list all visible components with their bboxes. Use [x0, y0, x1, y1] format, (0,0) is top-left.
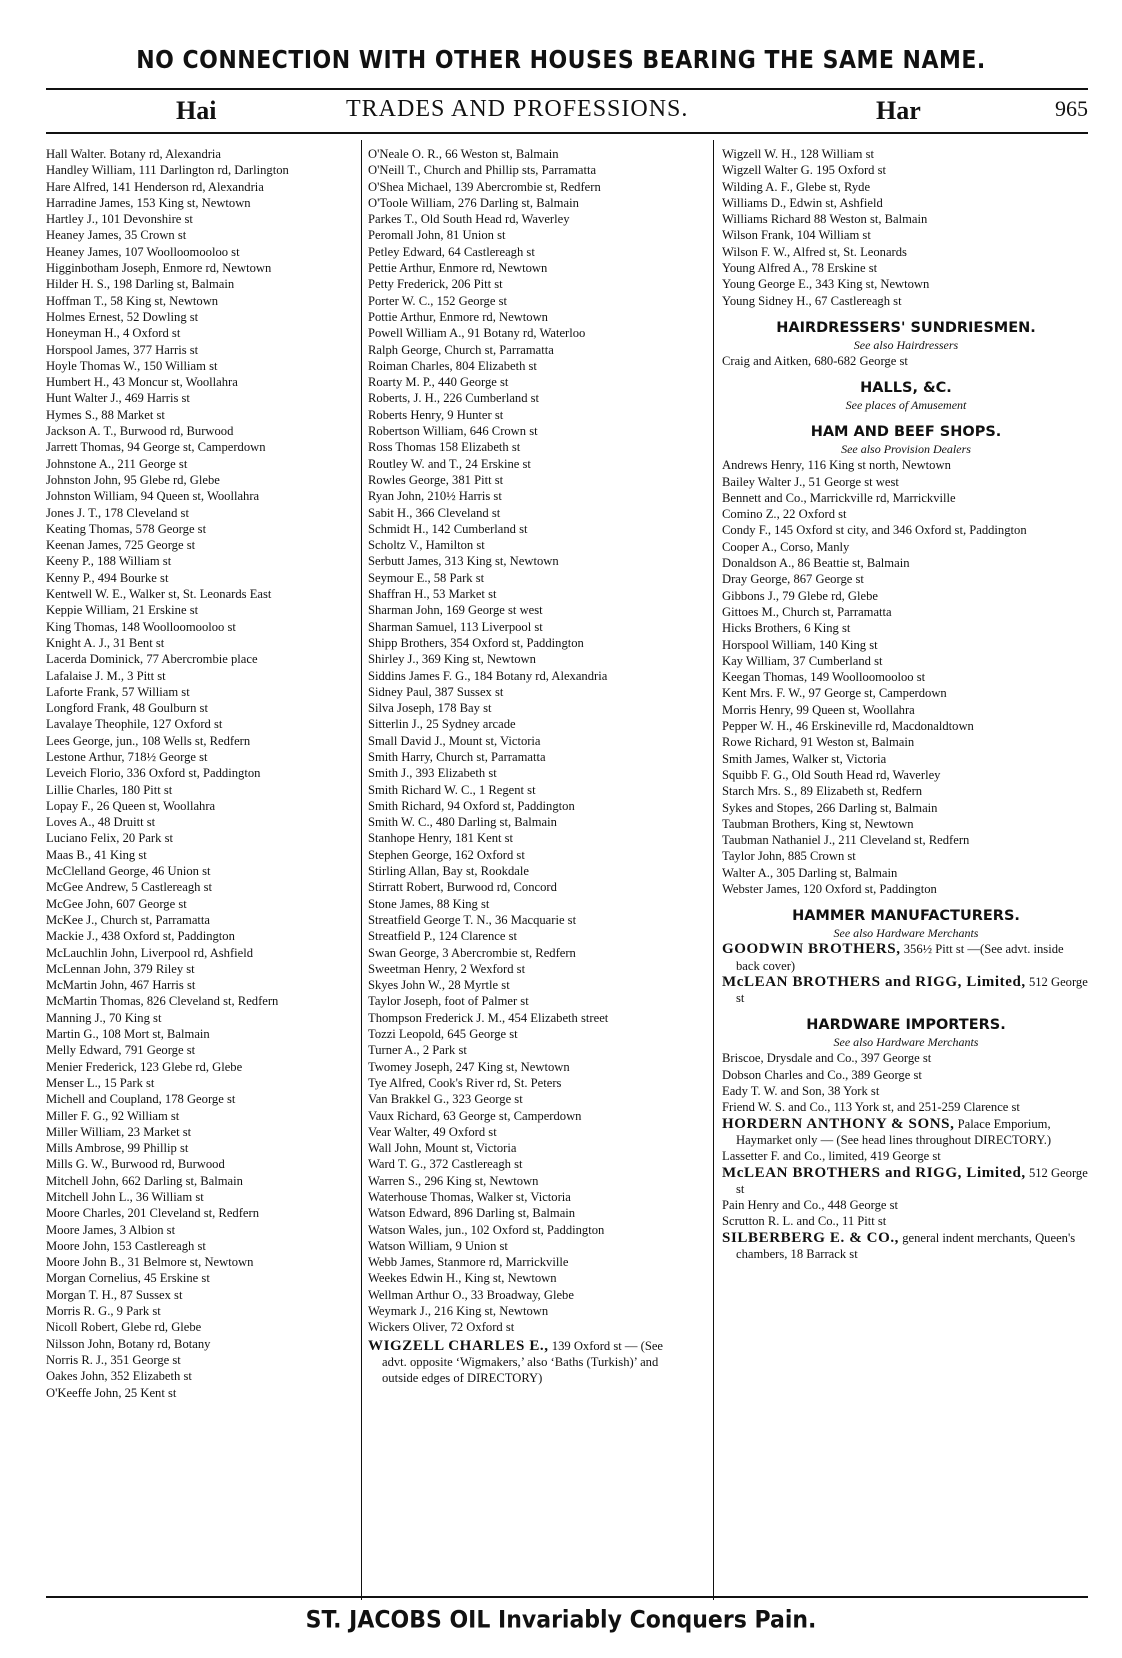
directory-entry: Gibbons J., 79 Glebe rd, Glebe	[722, 588, 878, 603]
directory-entry: Dray George, 867 George st	[722, 572, 864, 587]
directory-entry: McKee J., Church st, Parramatta	[46, 912, 211, 927]
directory-entry: Skyes John W., 28 Myrtle st	[368, 978, 510, 993]
directory-entry: Tye Alfred, Cook's River rd, St. Peters	[368, 1075, 562, 1090]
directory-entry: Watson Wales, jun., 102 Oxford st, Paddington	[368, 1222, 605, 1237]
directory-entry: Streatfield George T. N., 36 Macquarie st	[368, 912, 577, 927]
directory-entry: Smith Harry, Church st, Parramatta	[368, 749, 546, 764]
directory-entry: Taubman Nathaniel J., 211 Cleveland st, Redfern	[722, 833, 970, 848]
directory-entry: Sweetman Henry, 2 Wexford st	[368, 961, 526, 976]
directory-entry: Longford Frank, 48 Goulburn st	[46, 701, 208, 716]
directory-entry: Peromall John, 81 Union st	[368, 228, 506, 243]
directory-entry: Andrews Henry, 116 King st north, Newtown	[722, 458, 951, 473]
directory-entry: Hoyle Thomas W., 150 William st	[46, 358, 218, 373]
directory-entry: Gittoes M., Church st, Parramatta	[722, 604, 892, 619]
directory-entry: Stirratt Robert, Burwood rd, Concord	[368, 880, 557, 895]
directory-entry: Cooper A., Corso, Manly	[722, 539, 850, 554]
directory-entry: Sabit H., 366 Cleveland st	[368, 505, 501, 520]
directory-entry: Bailey Walter J., 51 George st west	[722, 474, 899, 489]
directory-entry: Heaney James, 107 Woolloomooloo st	[46, 244, 240, 259]
directory-entry: Kay William, 37 Cumberland st	[722, 653, 883, 668]
directory-entry: Pepper W. H., 46 Erskineville rd, Macdonaldtown	[722, 719, 974, 734]
directory-entry: McLauchlin John, Liverpool rd, Ashfield	[46, 945, 254, 960]
directory-entry: Higginbotham Joseph, Enmore rd, Newtown	[46, 261, 272, 276]
entry-silberberg	[722, 1230, 1090, 1263]
directory-entry: Honeyman H., 4 Oxford st	[46, 326, 181, 341]
directory-entry: Miller William, 23 Market st	[46, 1124, 192, 1139]
directory-entry: Melly Edward, 791 George st	[46, 1043, 196, 1058]
directory-entry: Petley Edward, 64 Castlereagh st	[368, 244, 535, 259]
directory-entry: Weekes Edwin H., King st, Newtown	[368, 1271, 557, 1286]
directory-entry: Norris R. J., 351 George st	[46, 1352, 181, 1367]
section-title-hardware: HARDWARE IMPORTERS.	[806, 1017, 1006, 1034]
directory-entry: Knight A. J., 31 Bent st	[46, 635, 165, 650]
directory-entry: Smith J., 393 Elizabeth st	[368, 766, 497, 781]
directory-entry: Smith Richard W. C., 1 Regent st	[368, 782, 536, 797]
directory-entry: Lees George, jun., 108 Wells st, Redfern	[46, 733, 251, 748]
mclean-hardware-details: 512 George st	[736, 1165, 1088, 1196]
directory-entry: Johnstone A., 211 George st	[46, 456, 188, 471]
directory-entry: Waterhouse Thomas, Walker st, Victoria	[368, 1190, 571, 1204]
directory-entry: Seymour E., 58 Park st	[368, 570, 485, 585]
directory-entry: Roberts Henry, 9 Hunter st	[368, 407, 504, 422]
directory-entry: Craig and Aitken, 680-682 George st	[722, 353, 908, 368]
directory-entry: Morgan Cornelius, 45 Erskine st	[46, 1271, 210, 1286]
goodwin-details: 356½ Pitt st —(See advt. inside back cover)	[736, 942, 1064, 973]
directory-entry: Starch Mrs. S., 89 Elizabeth st, Redfern	[722, 784, 923, 799]
bottom-banner: ST. JACOBS OIL Invariably Conquers Pain.	[305, 1606, 817, 1635]
directory-entry: Schmidt H., 142 Cumberland st	[368, 521, 528, 536]
directory-entry: Menier Frederick, 123 Glebe rd, Glebe	[46, 1059, 243, 1074]
directory-entry: Jones J. T., 178 Cleveland st	[46, 505, 189, 520]
column-divider-1	[361, 140, 362, 1600]
directory-entry: Bennett and Co., Marrickville rd, Marrickville	[722, 490, 956, 505]
entry-hordern	[722, 1116, 1090, 1149]
directory-entry: Lillie Charles, 180 Pitt st	[46, 782, 173, 797]
directory-entry: Hicks Brothers, 6 King st	[722, 621, 851, 636]
directory-entry: Williams Richard 88 Weston st, Balmain	[722, 212, 928, 227]
directory-entry: Kentwell W. E., Walker st, St. Leonards East	[46, 587, 272, 602]
directory-entry: Miller F. G., 92 William st	[46, 1108, 180, 1123]
featured-entry-wigzell	[368, 1338, 690, 1387]
directory-entry: Taylor Joseph, foot of Palmer st	[368, 994, 529, 1009]
column-2	[368, 146, 690, 1387]
entry-lassetter: Lassetter F. and Co., limited, 419 George st	[722, 1149, 941, 1164]
directory-entry: Twomey Joseph, 247 King st, Newtown	[368, 1059, 570, 1074]
directory-entry: Kenny P., 494 Bourke st	[46, 570, 169, 585]
section-title-hammer: HAMMER MANUFACTURERS.	[792, 908, 1020, 925]
directory-entry: Serbutt James, 313 King st, Newtown	[368, 554, 559, 569]
directory-entry: Wall John, Mount st, Victoria	[368, 1141, 517, 1156]
directory-entry: Young George E., 343 King st, Newtown	[722, 277, 930, 292]
directory-entry: Turner A., 2 Park st	[368, 1043, 467, 1058]
directory-entry: Donaldson A., 86 Beattie st, Balmain	[722, 556, 910, 571]
directory-entry: Webster James, 120 Oxford st, Paddington	[722, 881, 937, 896]
directory-entry: Petty Frederick, 206 Pitt st	[368, 277, 503, 292]
directory-entry: Horspool William, 140 King st	[722, 637, 878, 652]
directory-entry: Tozzi Leopold, 645 George st	[368, 1027, 518, 1042]
directory-entry: Hilder H. S., 198 Darling st, Balmain	[46, 277, 235, 292]
directory-entry: Wilding A. F., Glebe st, Ryde	[722, 179, 871, 194]
directory-entry: Laforte Frank, 57 William st	[46, 684, 190, 699]
directory-entry: Silva Joseph, 178 Bay st	[368, 701, 492, 716]
directory-entry: Robertson William, 646 Crown st	[368, 424, 538, 439]
directory-entry: Ryan John, 210½ Harris st	[368, 489, 502, 504]
entry-mclean-hardware	[722, 1165, 1090, 1198]
directory-entry: Kent Mrs. F. W., 97 George st, Camperdown	[722, 686, 947, 701]
directory-entry: Young Sidney H., 67 Castlereagh st	[722, 293, 902, 308]
directory-entry: Comino Z., 22 Oxford st	[722, 507, 847, 522]
directory-entry: Keeny P., 188 William st	[46, 554, 172, 569]
directory-entry: Roberts, J. H., 226 Cumberland st	[368, 391, 540, 406]
directory-entry: Taubman Brothers, King st, Newtown	[722, 816, 914, 831]
directory-entry: Weymark J., 216 King st, Newtown	[368, 1304, 549, 1319]
column-3	[722, 146, 1090, 1262]
directory-entry: Smith W. C., 480 Darling st, Balmain	[368, 815, 557, 830]
directory-entry: Sykes and Stopes, 266 Darling st, Balmain	[722, 800, 938, 815]
directory-entry: Hartley J., 101 Devonshire st	[46, 212, 193, 227]
directory-entry: O'Shea Michael, 139 Abercrombie st, Redfern	[368, 179, 601, 194]
directory-entry: Ward T. G., 372 Castlereagh st	[368, 1157, 523, 1172]
directory-entry: Hoffman T., 58 King st, Newtown	[46, 293, 219, 308]
directory-entry: Wellman Arthur O., 33 Broadway, Glebe	[368, 1287, 574, 1302]
directory-entry: Keenan James, 725 George st	[46, 538, 196, 553]
directory-entry: Wigzell Walter G. 195 Oxford st	[722, 163, 887, 178]
directory-entry: McMartin John, 467 Harris st	[46, 978, 196, 993]
directory-entry: McClelland George, 46 Union st	[46, 864, 211, 879]
directory-entry: Vear Walter, 49 Oxford st	[368, 1124, 497, 1139]
section-title-sundriesmen: HAIRDRESSERS' SUNDRIESMEN.	[776, 319, 1036, 336]
mclean-hardware-name: McLEAN BROTHERS and RIGG, Limited,	[722, 1164, 1026, 1181]
directory-entry: Young Alfred A., 78 Erskine st	[722, 261, 878, 276]
header-left-guide: Hai	[176, 96, 217, 125]
mclean-hammer-name: McLEAN BROTHERS and RIGG, Limited,	[722, 973, 1026, 990]
directory-entry: Smith Richard, 94 Oxford st, Paddington	[368, 798, 575, 813]
section-title-ham-beef: HAM AND BEEF SHOPS.	[810, 424, 1002, 441]
see-also-hardware: See also Hardware Merchants	[833, 1035, 979, 1050]
directory-entry: Lestone Arthur, 718½ George st	[46, 749, 208, 764]
directory-entry: Moore James, 3 Albion st	[46, 1222, 176, 1237]
directory-entry: Squibb F. G., Old South Head rd, Waverley	[722, 767, 941, 782]
header-right-guide: Har	[876, 96, 921, 125]
directory-entry: Moore Charles, 201 Cleveland st, Redfern	[46, 1206, 259, 1221]
wigzell-name: WIGZELL CHARLES E.,	[368, 1337, 549, 1354]
directory-entry: Stanhope Henry, 181 Kent st	[368, 831, 514, 846]
directory-entry: Morgan T. H., 87 Sussex st	[46, 1287, 183, 1302]
directory-entry: Manning J., 70 King st	[46, 1010, 162, 1025]
directory-entry: Small David J., Mount st, Victoria	[368, 733, 541, 748]
directory-entry: Lopay F., 26 Queen st, Woollahra	[46, 798, 216, 813]
directory-entry: Scholtz V., Hamilton st	[368, 538, 485, 553]
directory-entry: Rowles George, 381 Pitt st	[368, 472, 504, 487]
goodwin-name: GOODWIN BROTHERS,	[722, 941, 901, 958]
section-title-halls: HALLS, &C.	[860, 380, 952, 397]
header-top-rule	[46, 88, 1088, 90]
directory-entry: Briscoe, Drysdale and Co., 397 George st	[722, 1051, 932, 1066]
directory-entry: Watson William, 9 Union st	[368, 1238, 508, 1253]
directory-entry: Maas B., 41 King st	[46, 847, 147, 862]
directory-entry: McGee Andrew, 5 Castlereagh st	[46, 880, 212, 895]
directory-entry: Luciano Felix, 20 Park st	[46, 831, 173, 846]
directory-entry: Michell and Coupland, 178 George st	[46, 1092, 236, 1107]
hordern-name: HORDERN ANTHONY & SONS,	[722, 1115, 955, 1132]
directory-entry: Johnston William, 94 Queen st, Woollahra	[46, 489, 260, 504]
entry-goodwin	[722, 941, 1090, 974]
directory-entry: Ross Thomas 158 Elizabeth st	[368, 440, 521, 455]
directory-entry: Nicoll Robert, Glebe rd, Glebe	[46, 1320, 202, 1335]
directory-entry: Jackson A. T., Burwood rd, Burwood	[46, 424, 234, 439]
directory-entry: Lafalaise J. M., 3 Pitt st	[46, 668, 166, 683]
directory-entry: Jarrett Thomas, 94 George st, Camperdown	[46, 440, 266, 455]
directory-entry: Morris Henry, 99 Queen st, Woollahra	[722, 702, 915, 717]
footer-rule	[46, 1596, 1088, 1598]
directory-entry: McMartin Thomas, 826 Cleveland st, Redfern	[46, 994, 279, 1009]
directory-entry: Hunt Walter J., 469 Harris st	[46, 391, 190, 406]
directory-entry: Roiman Charles, 804 Elizabeth st	[368, 358, 537, 373]
wigzell-details: 139 Oxford st — (See advt. opposite ‘Wigmakers,’ also ‘Baths (Turkish)’ and outside edges of DIRECTORY)	[382, 1338, 664, 1386]
directory-entry: Holmes Ernest, 52 Dowling st	[46, 309, 199, 324]
mclean-hammer-details: 512 George st	[736, 974, 1088, 1006]
directory-entry: O'Keeffe John, 25 Kent st	[46, 1385, 177, 1400]
directory-entry: Wilson Frank, 104 William st	[722, 228, 871, 243]
directory-entry: Smith James, Walker st, Victoria	[722, 751, 887, 766]
directory-entry: Mackie J., 438 Oxford st, Paddington	[46, 929, 235, 944]
directory-entry: Shirley J., 369 King st, Newtown	[368, 652, 536, 667]
see-also-sundriesmen: See also Hairdressers	[853, 337, 959, 352]
header-title: TRADES AND PROFESSIONS.	[346, 96, 689, 122]
directory-entry: Keppie William, 21 Erskine st	[46, 603, 199, 618]
directory-entry: Rowe Richard, 91 Weston st, Balmain	[722, 735, 915, 750]
directory-entry: Taylor John, 885 Crown st	[722, 849, 856, 864]
directory-entry: Scrutton R. L. and Co., 11 Pitt st	[722, 1214, 887, 1229]
directory-entry: O'Neale O. R., 66 Weston st, Balmain	[368, 147, 559, 161]
directory-entry: Mills G. W., Burwood rd, Burwood	[46, 1157, 225, 1172]
directory-entry: Siddins James F. G., 184 Botany rd, Alexandria	[368, 668, 608, 683]
directory-entry: Nilsson John, Botany rd, Botany	[46, 1336, 211, 1351]
directory-entry: Johnston John, 95 Glebe rd, Glebe	[46, 472, 220, 487]
directory-entry: Dobson Charles and Co., 389 George st	[722, 1067, 922, 1082]
directory-entry: Eady T. W. and Son, 38 York st	[722, 1084, 880, 1099]
column-divider-2	[713, 140, 714, 1600]
directory-entry: Harradine James, 153 King st, Newtown	[46, 195, 251, 210]
directory-entry: McGee John, 607 George st	[46, 896, 187, 911]
directory-entry: Stephen George, 162 Oxford st	[368, 847, 525, 862]
directory-entry: Shaffran H., 53 Market st	[368, 587, 497, 602]
directory-entry: King Thomas, 148 Woolloomooloo st	[46, 619, 236, 634]
directory-entry: Morris R. G., 9 Park st	[46, 1304, 161, 1319]
directory-entry: Walter A., 305 Darling st, Balmain	[722, 865, 898, 880]
header-bottom-rule	[46, 132, 1088, 134]
directory-entry: Stone James, 88 King st	[368, 896, 490, 911]
directory-entry: Moore John B., 31 Belmore st, Newtown	[46, 1255, 254, 1270]
directory-entry: Van Brakkel G., 323 George st	[368, 1092, 523, 1107]
directory-entry: Sitterlin J., 25 Sydney arcade	[368, 717, 516, 732]
directory-entry: Vaux Richard, 63 George st, Camperdown	[368, 1108, 582, 1123]
directory-entry: Humbert H., 43 Moncur st, Woollahra	[46, 375, 238, 390]
directory-entry: Horspool James, 377 Harris st	[46, 342, 199, 357]
directory-entry: McLennan John, 379 Riley st	[46, 961, 195, 976]
directory-entry: Powell William A., 91 Botany rd, Waterloo	[368, 326, 586, 341]
silberberg-name: SILBERBERG E. & CO.,	[722, 1229, 900, 1246]
directory-entry: O'Toole William, 276 Darling st, Balmain	[368, 195, 579, 210]
directory-entry: Hare Alfred, 141 Henderson rd, Alexandria	[46, 179, 264, 194]
directory-entry: Pottie Arthur, Enmore rd, Newtown	[368, 309, 548, 324]
directory-entry: Swan George, 3 Abercrombie st, Redfern	[368, 945, 576, 960]
column-1	[46, 146, 358, 1401]
directory-entry: Menser L., 15 Park st	[46, 1075, 155, 1090]
directory-entry: Mitchell John L., 36 William st	[46, 1190, 204, 1204]
directory-entry: Pain Henry and Co., 448 George st	[722, 1198, 899, 1213]
directory-entry: O'Neill T., Church and Phillip sts, Parramatta	[368, 163, 597, 178]
hordern-details: Palace Emporium, Haymarket only — (See head lines throughout DIRECTORY.)	[736, 1116, 1052, 1147]
directory-entry: Handley William, 111 Darlington rd, Darlington	[46, 163, 289, 178]
directory-entry: Watson Edward, 896 Darling st, Balmain	[368, 1206, 576, 1221]
directory-entry: Routley W. and T., 24 Erskine st	[368, 456, 531, 471]
directory-entry: Moore John, 153 Castlereagh st	[46, 1238, 206, 1253]
see-also-hammer: See also Hardware Merchants	[833, 926, 979, 941]
directory-entry: Martin G., 108 Mort st, Balmain	[46, 1027, 210, 1042]
directory-entry: Hall Walter. Botany rd, Alexandria	[46, 147, 222, 161]
directory-entry: Sharman John, 169 George st west	[368, 603, 543, 618]
directory-entry: Hymes S., 88 Market st	[46, 407, 165, 422]
see-also-ham-beef: See also Provision Dealers	[841, 442, 971, 457]
directory-entry: Williams D., Edwin st, Ashfield	[722, 195, 883, 210]
directory-entry: Lacerda Dominick, 77 Abercrombie place	[46, 652, 258, 667]
directory-entry: Shipp Brothers, 354 Oxford st, Paddington	[368, 635, 584, 650]
directory-entry: Warren S., 296 King st, Newtown	[368, 1173, 539, 1188]
directory-entry: Loves A., 48 Druitt st	[46, 815, 156, 830]
directory-entry: Keegan Thomas, 149 Woolloomooloo st	[722, 670, 926, 685]
directory-entry: Friend W. S. and Co., 113 York st, and 251-259 Clarence st	[722, 1100, 1020, 1115]
directory-entry: Heaney James, 35 Crown st	[46, 228, 187, 243]
directory-entry: Webb James, Stanmore rd, Marrickville	[368, 1255, 569, 1270]
directory-entry: Parkes T., Old South Head rd, Waverley	[368, 212, 570, 227]
directory-entry: Pettie Arthur, Enmore rd, Newtown	[368, 261, 548, 276]
directory-entry: Oakes John, 352 Elizabeth st	[46, 1369, 192, 1384]
silberberg-details: general indent merchants, Queen's chambers, 18 Barrack st	[736, 1230, 1076, 1262]
running-header	[46, 96, 1088, 126]
directory-entry: Mills Ambrose, 99 Phillip st	[46, 1141, 189, 1156]
directory-entry: Roarty M. P., 440 George st	[368, 375, 509, 390]
directory-entry: Mitchell John, 662 Darling st, Balmain	[46, 1173, 243, 1188]
directory-entry: Keating Thomas, 578 George st	[46, 521, 207, 536]
directory-entry: Sidney Paul, 387 Sussex st	[368, 684, 504, 699]
page-number: 965	[1055, 96, 1088, 121]
directory-entry: Thompson Frederick J. M., 454 Elizabeth street	[368, 1010, 609, 1025]
directory-entry: Lavalaye Theophile, 127 Oxford st	[46, 717, 223, 732]
directory-entry: Wilson F. W., Alfred st, St. Leonards	[722, 244, 907, 259]
directory-entry: Porter W. C., 152 George st	[368, 293, 507, 308]
directory-entry: Ralph George, Church st, Parramatta	[368, 342, 554, 357]
directory-entry: Stirling Allan, Bay st, Rookdale	[368, 864, 529, 879]
directory-entry: Wigzell W. H., 128 William st	[722, 147, 874, 161]
top-banner: NO CONNECTION WITH OTHER HOUSES BEARING THE SAME NAME.	[136, 46, 986, 75]
directory-entry: Streatfield P., 124 Clarence st	[368, 929, 517, 944]
directory-entry: Leveich Florio, 336 Oxford st, Paddington	[46, 766, 261, 781]
directory-entry: Wickers Oliver, 72 Oxford st	[368, 1320, 515, 1335]
see-also-halls: See places of Amusement	[845, 398, 967, 413]
directory-entry: Condy F., 145 Oxford st city, and 346 Oxford st, Paddington	[722, 523, 1027, 538]
entry-mclean-hammer	[722, 974, 1090, 1007]
directory-entry: Sharman Samuel, 113 Liverpool st	[368, 619, 543, 634]
